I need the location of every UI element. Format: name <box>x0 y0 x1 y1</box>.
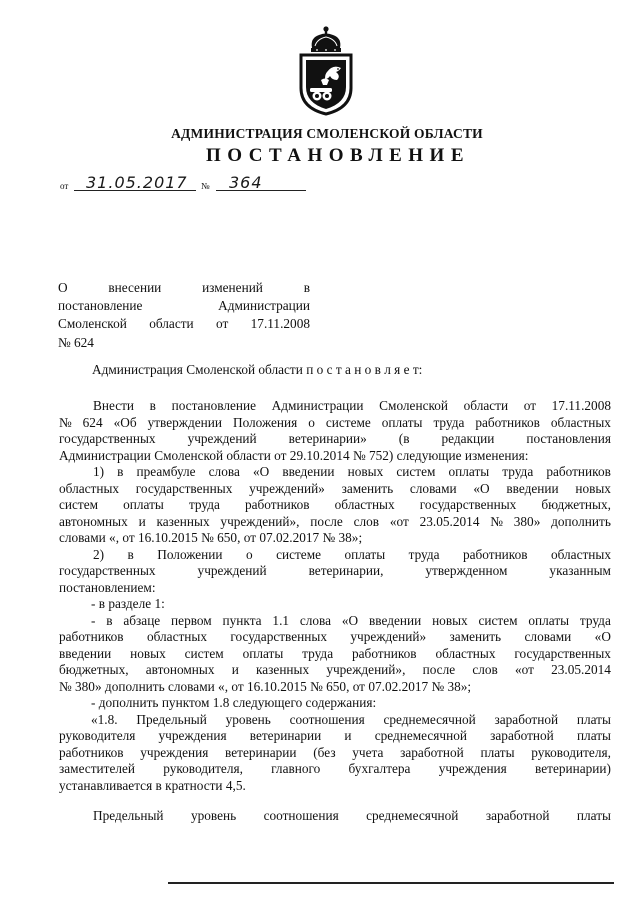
body-line: - в разделе 1: <box>91 596 165 611</box>
paragraph-section-1 <box>59 613 611 696</box>
word: ветеринарии) <box>535 761 611 776</box>
word: 23.05.2014 <box>419 513 480 529</box>
word: руководителя <box>59 728 136 743</box>
word: словами <box>524 629 572 644</box>
word: автономных <box>145 662 215 677</box>
word: бюджетных, <box>541 497 611 512</box>
word: уровень <box>225 711 271 727</box>
body-line <box>59 415 611 432</box>
word: работников <box>59 629 124 644</box>
body-line: № 380» дополнить словами «, от 16.10.2015 № 650, от 07.02.2017 № 38»; <box>59 678 472 694</box>
word: «О <box>473 480 490 496</box>
word: преамбуле <box>136 464 196 479</box>
body-line: словами «, от 16.10.2015 № 650, от 07.02.2017 № 38»; <box>59 530 363 545</box>
word: «1.8. <box>91 711 118 727</box>
word: систем <box>184 645 224 661</box>
word: главного <box>271 761 321 776</box>
date-value: 31.05.2017 <box>86 173 188 192</box>
word: и <box>344 728 352 743</box>
word: в <box>117 464 124 479</box>
word: заработной <box>490 728 554 743</box>
word: бухгалтера <box>348 761 411 776</box>
date-number-row <box>60 170 320 194</box>
body-line: - дополнить пунктом 1.8 следующего содержания: <box>91 695 377 710</box>
word: учреждений», <box>220 513 300 529</box>
body-line: устанавливается в кратности 4,5. <box>59 777 246 793</box>
word: слова <box>299 612 332 628</box>
word: труда <box>188 497 220 512</box>
word: среднемесячной <box>383 711 476 727</box>
body-line <box>59 629 611 646</box>
word: оплаты <box>344 546 386 562</box>
word: платы <box>576 808 611 823</box>
body-line: Администрации Смоленской области от 29.10.2014 № 752) следующие изменения: <box>59 447 529 463</box>
word: указанным <box>549 563 611 578</box>
word: системе <box>325 414 371 430</box>
word: редакции <box>441 431 495 446</box>
word: - <box>91 612 96 628</box>
word: учреждения <box>140 744 209 760</box>
word: работников <box>59 744 124 760</box>
body-line <box>59 808 611 825</box>
body-line <box>59 761 611 778</box>
word: дополнить <box>551 513 611 529</box>
word: систем <box>59 497 99 512</box>
word: областных <box>550 414 611 430</box>
word: уровень <box>190 808 237 823</box>
word: труда <box>408 546 440 562</box>
word: слов <box>472 662 498 677</box>
body-line <box>59 563 611 580</box>
word: областных <box>435 645 496 661</box>
word: платы <box>480 744 515 760</box>
word: введении <box>282 464 335 479</box>
word: «от <box>389 513 409 529</box>
word: введении <box>59 645 112 661</box>
word: государственных <box>59 431 156 446</box>
word: заместителей <box>59 761 135 776</box>
word: работников <box>244 497 310 512</box>
word: первом <box>171 612 212 628</box>
word: работников <box>352 645 417 661</box>
paragraph-item-1 <box>59 464 611 547</box>
word: новых <box>432 612 468 628</box>
body-line <box>59 514 611 531</box>
word: заработной <box>400 744 464 760</box>
word: 2) <box>93 546 105 562</box>
body-line <box>59 398 611 415</box>
word: 380» <box>513 513 541 529</box>
word: заработной <box>494 711 559 727</box>
word: учреждения <box>158 728 227 743</box>
intro-emphasis: п о с т а н о в л я е т: <box>306 362 423 377</box>
word: систем <box>478 612 518 628</box>
word: оплаты <box>381 414 423 430</box>
word: новых <box>347 464 384 479</box>
word: № <box>59 414 72 430</box>
paragraph-main <box>59 398 611 464</box>
word: учреждений <box>187 431 257 446</box>
word: оплаты <box>123 497 164 512</box>
coat-of-arms-icon <box>297 24 355 116</box>
word: соотношения <box>263 808 339 823</box>
word: Внести <box>93 398 135 413</box>
word: постановление <box>171 398 256 413</box>
word: автономных <box>59 513 128 529</box>
word: ветеринарии» <box>288 431 367 446</box>
word: Смоленской <box>379 398 449 413</box>
subject-line: Смоленской области от 17.11.2008 <box>58 316 310 332</box>
word: учреждений» <box>249 480 325 496</box>
word: заработной <box>485 808 550 823</box>
word: и <box>138 513 146 529</box>
word: ветеринарии <box>249 728 322 743</box>
word: новых <box>575 480 611 496</box>
word: после <box>422 662 456 677</box>
word: учреждения <box>438 761 507 776</box>
word: новых <box>130 645 166 661</box>
word: областных <box>550 546 611 562</box>
document-body <box>59 398 611 825</box>
word: труда <box>433 414 465 430</box>
word: о <box>308 414 315 430</box>
body-line <box>59 662 611 679</box>
body-line <box>59 613 611 630</box>
word: платы <box>576 728 611 743</box>
word: в <box>149 398 156 413</box>
word: от <box>523 398 537 413</box>
word: руководителя, <box>163 761 243 776</box>
body-line <box>59 547 611 564</box>
word: работников <box>475 414 540 430</box>
word: платы <box>576 711 611 727</box>
word: государственных <box>135 480 233 496</box>
word: 17.11.2008 <box>551 398 611 413</box>
word: Положения <box>232 414 298 430</box>
subject-line: № 624 <box>58 334 94 350</box>
word: после <box>310 513 343 529</box>
word: учета <box>352 744 384 760</box>
word: утверждении <box>147 414 222 430</box>
subject-line: постановление Администрации <box>58 298 310 314</box>
body-line: постановлением: <box>59 579 156 595</box>
word: областных <box>146 629 207 644</box>
word: о <box>245 546 253 562</box>
word: работников <box>546 464 611 479</box>
word: в <box>127 546 134 562</box>
body-line <box>59 464 611 481</box>
word: «О <box>594 629 611 644</box>
page-bottom-rule <box>168 882 614 884</box>
word: системе <box>276 546 322 562</box>
word: руководителя, <box>531 744 611 760</box>
number-prefix: № <box>201 181 210 191</box>
number-value: 364 <box>229 173 263 192</box>
paragraph-item-2 <box>59 547 611 597</box>
word: «Об <box>113 414 137 430</box>
word: «О <box>252 464 270 479</box>
word: Предельный <box>136 711 207 727</box>
word: соотношения <box>289 711 365 727</box>
shield-icon <box>301 55 351 114</box>
word: «от <box>514 662 534 677</box>
crown-icon <box>311 26 341 52</box>
resolution-intro <box>92 362 422 378</box>
word: государственных <box>419 497 517 512</box>
body-line <box>59 646 611 663</box>
word: казенных <box>156 513 210 529</box>
word: учреждений» <box>350 629 427 644</box>
word: государственных <box>59 563 156 578</box>
word: работников <box>462 546 528 562</box>
date-prefix: от <box>60 181 69 191</box>
word: среднемесячной <box>366 808 459 823</box>
word: Предельный <box>93 808 164 823</box>
word: ветеринарии, <box>308 563 384 578</box>
word: слов <box>353 513 380 529</box>
word: казенных <box>256 662 310 677</box>
word: учреждений <box>197 563 267 578</box>
word: оплаты <box>242 645 284 661</box>
word: заменить <box>341 480 394 496</box>
word: труда <box>579 612 611 628</box>
body-line <box>59 712 611 729</box>
body-line <box>59 481 611 498</box>
intro-text: Администрация Смоленской области <box>92 362 303 377</box>
word: в <box>106 612 113 628</box>
word: Администрации <box>271 398 364 413</box>
word: 1) <box>93 464 105 479</box>
word: 1.1 <box>272 612 290 628</box>
word: государственных <box>514 645 611 661</box>
word: области <box>463 398 509 413</box>
word: введении <box>506 480 559 496</box>
word: учреждений», <box>326 662 406 677</box>
word: систем <box>396 464 436 479</box>
word: словами <box>409 480 457 496</box>
word: оплаты <box>528 612 570 628</box>
word: труда <box>302 645 334 661</box>
word: пункта <box>222 612 262 628</box>
word: 23.05.2014 <box>551 662 611 677</box>
word: заменить <box>449 629 502 644</box>
document-type-title: ПОСТАНОВЛЕНИЕ <box>205 145 471 166</box>
subject-line: О внесении изменений в <box>58 280 310 295</box>
paragraph-point-1-8 <box>59 712 611 795</box>
word: и <box>231 662 239 677</box>
word: слова <box>208 464 240 479</box>
word: постановления <box>526 431 611 446</box>
body-line <box>59 728 611 745</box>
word: (без <box>313 744 336 760</box>
organization-title: АДМИНИСТРАЦИЯ СМОЛЕНСКОЙ ОБЛАСТИ <box>171 126 483 141</box>
word: труда <box>502 464 534 479</box>
word: государственных <box>230 629 327 644</box>
word: «О <box>341 612 359 628</box>
word: ветеринарии <box>225 744 297 760</box>
word: 624 <box>82 414 103 430</box>
word: Положении <box>157 546 223 562</box>
word: утвержденном <box>425 563 508 578</box>
document-subject <box>58 279 310 352</box>
word: областных <box>334 497 395 512</box>
word: областных <box>59 480 120 496</box>
word: (в <box>398 431 410 446</box>
word: оплаты <box>448 464 490 479</box>
word: среднемесячной <box>374 728 467 743</box>
word: введении <box>369 612 422 628</box>
word: абзаце <box>123 612 161 628</box>
word: № <box>490 513 503 529</box>
body-line <box>59 497 611 514</box>
body-line <box>59 431 611 448</box>
word: бюджетных, <box>59 662 129 677</box>
body-line <box>59 745 611 762</box>
